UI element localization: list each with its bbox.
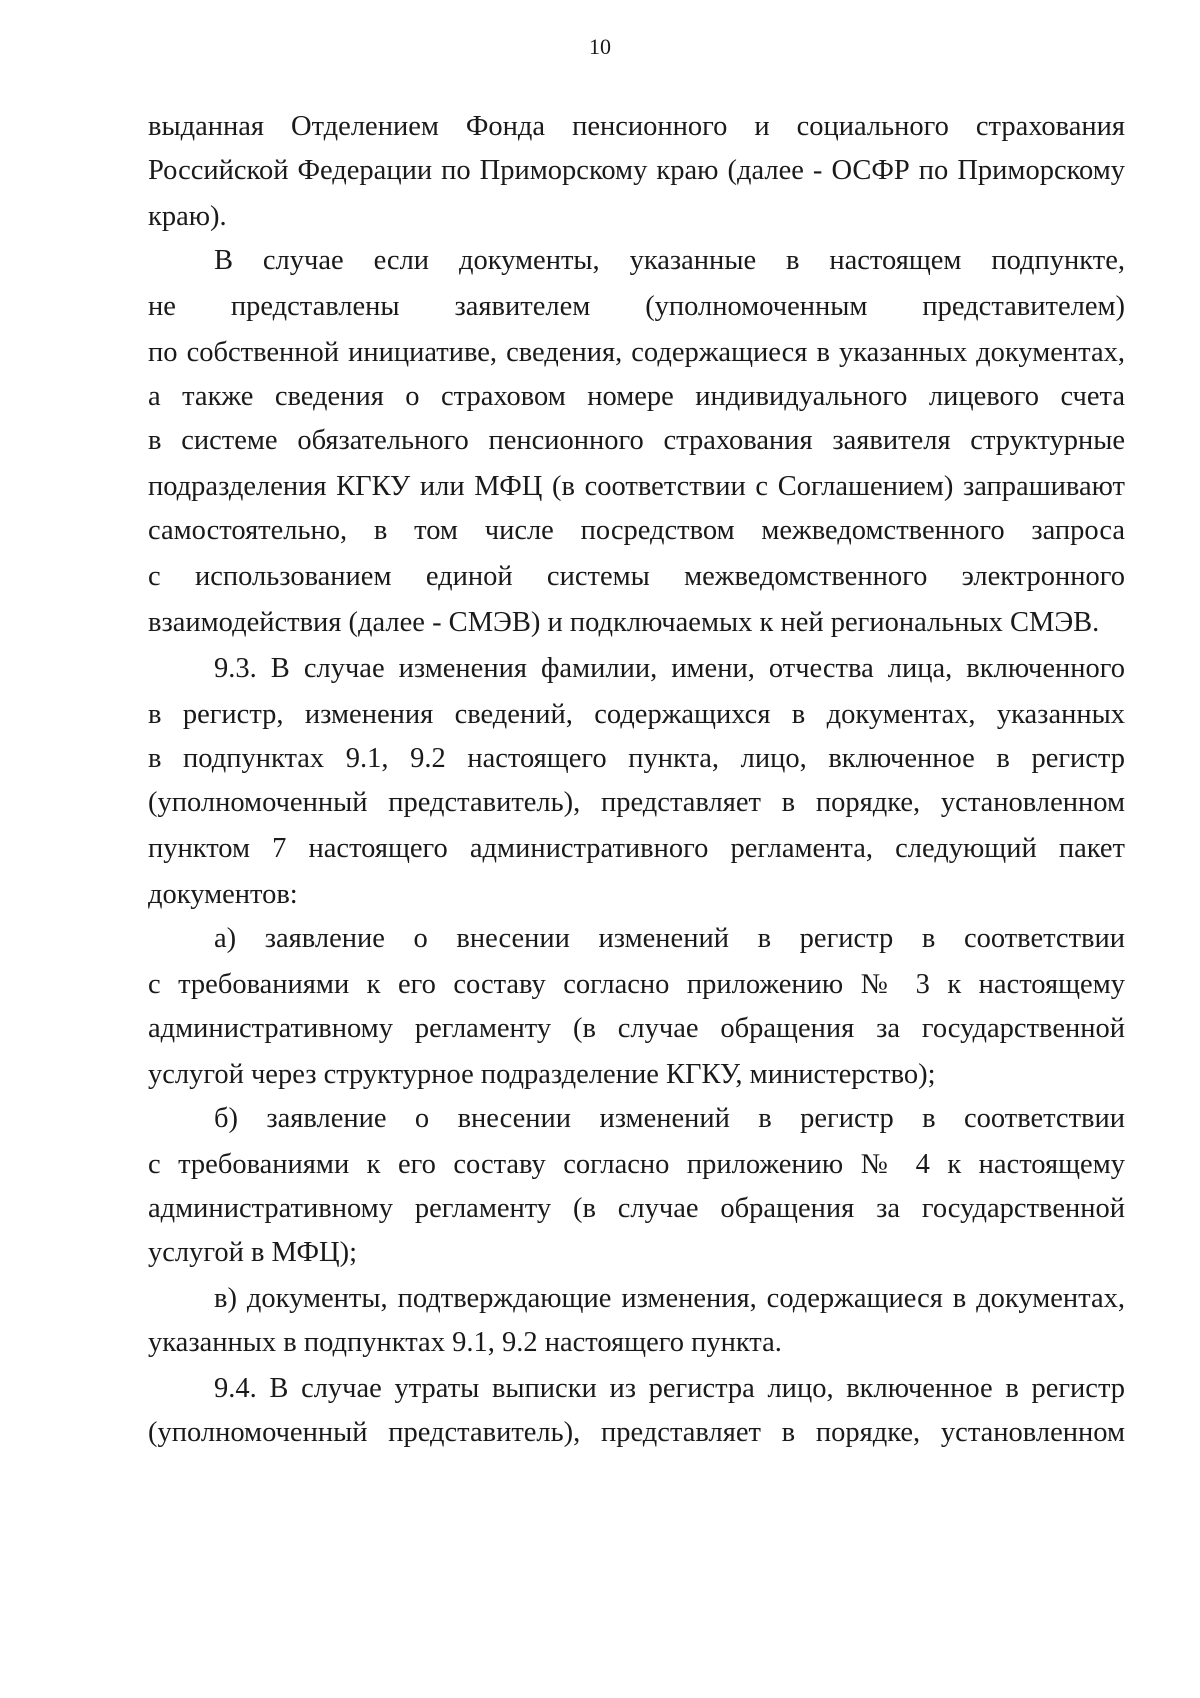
- text-line: В случае если документы, указанные в настоящем подпункте,: [214, 245, 1125, 276]
- text-line: административному регламенту (в случае обращения за государственной: [148, 1193, 1125, 1224]
- text-line: с требованиями к его составу согласно приложению № 4 к настоящему: [148, 1149, 1125, 1180]
- text-line: (уполномоченный представитель), представляет в порядке, установленном: [148, 787, 1125, 818]
- text-line: 9.3. В случае изменения фамилии, имени, отчества лица, включенного: [214, 653, 1125, 684]
- text-line: самостоятельно, в том числе посредством межведомственного запроса: [148, 515, 1125, 546]
- text-line: с использованием единой системы межведомственного электронного: [148, 561, 1125, 592]
- text-line: подразделения КГКУ или МФЦ (в соответствии с Соглашением) запрашивают: [148, 471, 1125, 502]
- text-line: краю).: [148, 201, 227, 232]
- text-line: а также сведения о страховом номере индивидуального лицевого счета: [148, 381, 1125, 412]
- text-line: Российской Федерации по Приморскому краю (далее - ОСФР по Приморскому: [148, 155, 1125, 186]
- text-line: 9.4. В случае утраты выписки из регистра лицо, включенное в регистр: [214, 1373, 1125, 1404]
- text-line: взаимодействия (далее - СМЭВ) и подключаемых к ней региональных СМЭВ.: [148, 607, 1100, 638]
- text-line: выданная Отделением Фонда пенсионного и социального страхования: [148, 111, 1125, 142]
- text-line: б) заявление о внесении изменений в регистр в соответствии: [214, 1103, 1125, 1134]
- text-line: в подпунктах 9.1, 9.2 настоящего пункта, лицо, включенное в регистр: [148, 743, 1125, 774]
- text-line: а) заявление о внесении изменений в регистр в соответствии: [214, 923, 1125, 954]
- text-line: в системе обязательного пенсионного страхования заявителя структурные: [148, 425, 1125, 456]
- text-line: документов:: [148, 879, 298, 910]
- text-line: в) документы, подтверждающие изменения, содержащиеся в документах,: [214, 1283, 1125, 1314]
- text-line: (уполномоченный представитель), представляет в порядке, установленном: [148, 1417, 1125, 1448]
- text-line: административному регламенту (в случае обращения за государственной: [148, 1013, 1125, 1044]
- text-line: услугой в МФЦ);: [148, 1237, 358, 1268]
- text-line: по собственной инициативе, сведения, содержащиеся в указанных документах,: [148, 337, 1125, 368]
- text-line: услугой через структурное подразделение КГКУ, министерство);: [148, 1059, 936, 1090]
- text-line: пунктом 7 настоящего административного регламента, следующий пакет: [148, 833, 1125, 864]
- text-line: не представлены заявителем (уполномоченным представителем): [148, 291, 1125, 322]
- text-line: с требованиями к его составу согласно приложению № 3 к настоящему: [148, 969, 1125, 1000]
- page-number: 10: [589, 34, 611, 59]
- text-line: указанных в подпунктах 9.1, 9.2 настоящего пункта.: [148, 1327, 782, 1358]
- text-line: в регистр, изменения сведений, содержащихся в документах, указанных: [148, 699, 1125, 730]
